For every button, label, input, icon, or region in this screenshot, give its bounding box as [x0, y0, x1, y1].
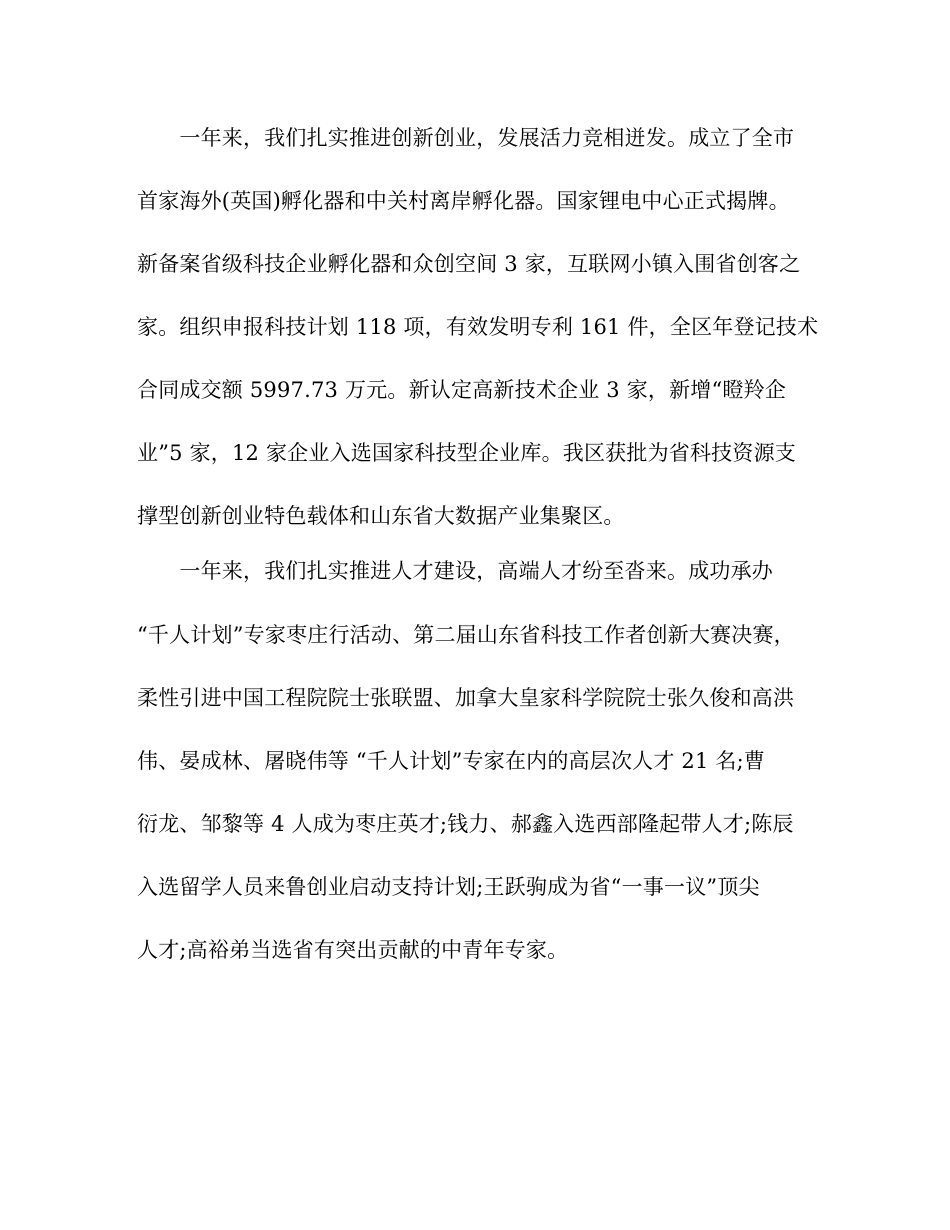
text-line: “千人计划”专家枣庄行活动、第二届山东省科技工作者创新大赛决赛， — [137, 623, 795, 647]
text-line: 合同成交额 5997.73 万元。新认定高新技术企业 3 家，新增“瞪羚企 — [137, 378, 787, 402]
text-line: 撑型创新创业特色载体和山东省大数据产业集聚区。 — [137, 504, 625, 528]
text-line: 入选留学人员来鲁创业启动支持计划;王跃驹成为省“一事一议”顶尖 — [137, 875, 760, 899]
text-line: 一年来，我们扎实推进创新创业，发展活力竞相迸发。成立了全市 — [137, 126, 795, 150]
text-line: 柔性引进中国工程院院士张联盟、加拿大皇家科学院院士张久俊和高洪 — [137, 686, 795, 710]
text-line: 人才;高裕弟当选省有突出贡献的中青年专家。 — [137, 938, 569, 962]
text-line: 新备案省级科技企业孵化器和众创空间 3 家，互联网小镇入围省创客之 — [137, 252, 801, 276]
text-line: 伟、晏成林、屠晓伟等 “千人计划”专家在内的高层次人才 21 名;曹 — [137, 749, 766, 773]
text-line: 业”5 家，12 家企业入选国家科技型企业库。我区获批为省科技资源支 — [137, 441, 796, 465]
text-line: 首家海外(英国)孵化器和中关村离岸孵化器。国家锂电中心正式揭牌。 — [137, 189, 790, 213]
text-line: 一年来，我们扎实推进人才建设，高端人才纷至沓来。成功承办 — [137, 559, 773, 583]
text-line: 家。组织申报科技计划 118 项，有效发明专利 161 件，全区年登记技术 — [137, 315, 819, 339]
text-line: 衍龙、邹黎等 4 人成为枣庄英才;钱力、郝鑫入选西部隆起带人才;陈辰 — [137, 812, 794, 836]
